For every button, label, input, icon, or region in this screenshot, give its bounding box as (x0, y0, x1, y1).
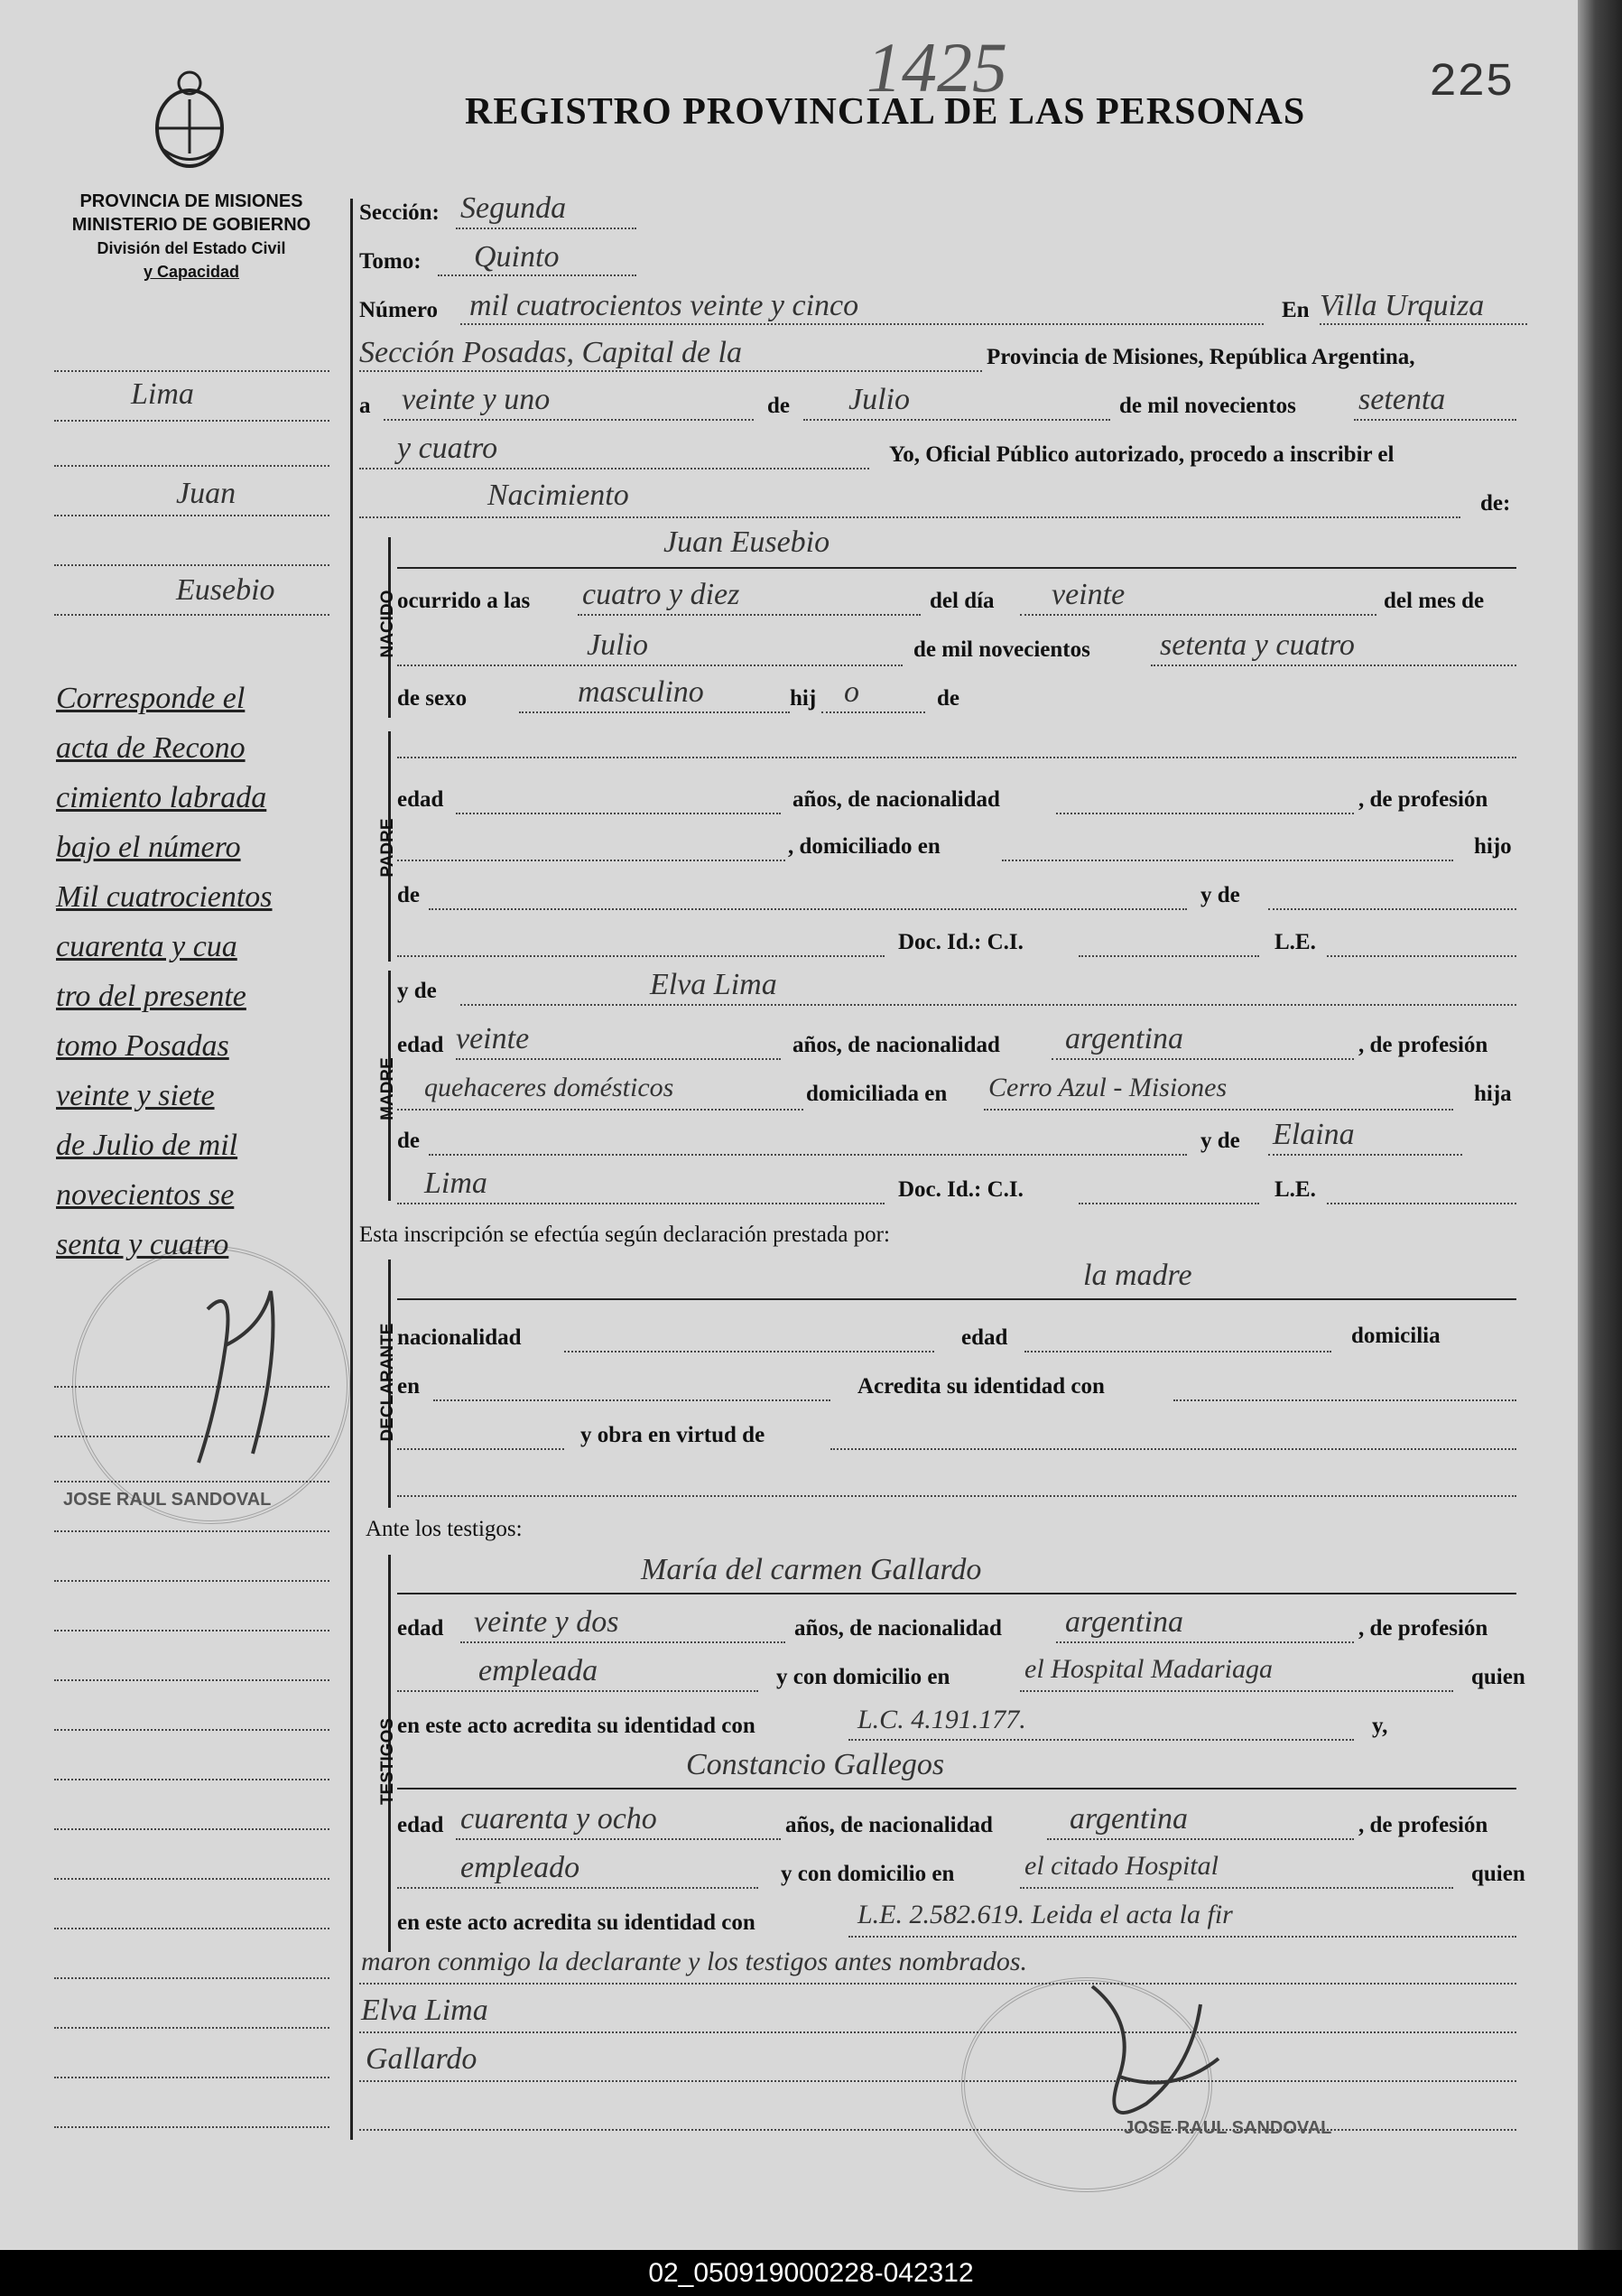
testigo2-profesion-label: , de profesión (1358, 1813, 1488, 1837)
madre-de-label: de (397, 1129, 420, 1153)
handwritten-act-number: 1425 (867, 28, 1007, 107)
margin-note-line: cuarenta y cua (56, 930, 237, 963)
office-line-3: División del Estado Civil (97, 239, 286, 257)
testigo2-nombre-value: Constancio Gallegos (686, 1748, 945, 1781)
page-number: 225 (1429, 56, 1514, 109)
image-code-caption: 02_050919000228-042312 (0, 2250, 1622, 2296)
testigo1-edad-label: edad (397, 1616, 444, 1641)
madre-doc-label: Doc. Id.: C.I. (898, 1177, 1024, 1202)
anio-registro-value: setenta (1358, 383, 1446, 416)
firma-testigo: Gallardo (366, 2042, 477, 2076)
yo-oficial-text: Yo, Oficial Público autorizado, procedo a inscribir el (889, 442, 1395, 467)
office-heading (56, 190, 327, 284)
margin-name-1: Juan (176, 477, 236, 510)
testigos-side-label: TESTIGOS (378, 1717, 397, 1806)
seccion-ciudad-value: Sección Posadas, Capital de la (359, 336, 743, 369)
book-binding (1578, 0, 1622, 2250)
column-separator (350, 199, 353, 2140)
mes-nacimiento-value: Julio (587, 628, 648, 662)
testigo2-nacionalidad-value: argentina (1070, 1802, 1188, 1836)
margin-stamp-name: JOSE RAUL SANDOVAL (63, 1490, 272, 1510)
madre-profesion-value: quehaceres domésticos (424, 1073, 674, 1102)
padre-le-label: L.E. (1274, 930, 1316, 954)
margin-note-line: Corresponde el (56, 682, 246, 715)
margin-note-line: tomo Posadas (56, 1029, 229, 1063)
margin-note-line: tro del presente (56, 980, 246, 1013)
testigo2-edad-label: edad (397, 1813, 444, 1837)
provincia-text: Provincia de Misiones, República Argentina, (987, 345, 1415, 369)
seccion-label: Sección: (359, 200, 440, 225)
declarante-side-label: DECLARANTE (378, 1323, 397, 1442)
testigo1-y-label: y, (1372, 1714, 1388, 1738)
testigo1-anios-label: años, de nacionalidad (794, 1616, 1002, 1641)
acto-value: Nacimiento (487, 479, 629, 512)
testigo1-profesion-value: empleada (478, 1654, 598, 1687)
declarante-en-label: en (397, 1374, 420, 1399)
testigo1-acredita-label: en este acto acredita su identidad con (397, 1714, 755, 1738)
tomo-label: Tomo: (359, 249, 422, 274)
testigo2-edad-value: cuarenta y ocho (460, 1802, 657, 1836)
testigo2-doc-value: L.E. 2.582.619. Leida el acta la fir (857, 1900, 1233, 1929)
testigo1-domicilio-value: el Hospital Madariaga (1024, 1654, 1273, 1684)
mil-novecientos-label: de mil novecientos (1119, 394, 1296, 418)
nacido-mil-label: de mil novecientos (913, 637, 1090, 662)
ocurrido-label: ocurrido a las (397, 589, 531, 613)
bottom-stamp-name: JOSE RAUL SANDOVAL (1124, 2118, 1332, 2138)
seccion-value: Segunda (460, 191, 567, 225)
coat-of-arms-icon (144, 63, 235, 172)
testigo1-doc-value: L.C. 4.191.177. (857, 1705, 1026, 1734)
padre-anios-label: años, de nacionalidad (792, 787, 1000, 812)
testigo2-domicilio-label: y con domicilio en (781, 1862, 955, 1886)
dia-registro-value: veinte y uno (402, 383, 551, 416)
declarante-value: la madre (1083, 1259, 1192, 1292)
sexo-label: de sexo (397, 686, 468, 711)
madre-y-de2-label: y de (1200, 1129, 1240, 1153)
nacido-side-label: NACIDO (378, 590, 397, 658)
abuela-nombre-value: Elaina (1273, 1118, 1355, 1151)
hijo-suffix-value: o (844, 675, 859, 709)
office-line-2: MINISTERIO DE GOBIERNO (71, 215, 311, 235)
testigo2-acredita-label: en este acto acredita su identidad con (397, 1910, 755, 1935)
margin-note-line: acta de Recono (56, 731, 246, 765)
declarante-acredita-label: Acredita su identidad con (857, 1374, 1105, 1399)
madre-domiciliada-label: domiciliada en (806, 1082, 948, 1106)
margin-note-line: novecientos se (56, 1178, 235, 1212)
madre-le-label: L.E. (1274, 1177, 1316, 1202)
padre-hijo-label: hijo (1474, 834, 1512, 859)
madre-edad-label: edad (397, 1033, 444, 1057)
closing-text: maron conmigo la declarante y los testigos antes nombrados. (361, 1947, 1028, 1976)
margin-surname: Lima (131, 377, 194, 411)
testigo2-anios-label: años, de nacionalidad (785, 1813, 993, 1837)
testigo2-domicilio-value: el citado Hospital (1024, 1851, 1219, 1881)
numero-value: mil cuatrocientos veinte y cinco (469, 289, 859, 322)
a-label: a (359, 394, 371, 418)
madre-nombre-value: Elva Lima (650, 968, 777, 1001)
padre-y-de-label: y de (1200, 883, 1240, 907)
testigo1-profesion-label: , de profesión (1358, 1616, 1488, 1641)
declarante-obra-label: y obra en virtud de (580, 1423, 765, 1447)
firma-declarante: Elva Lima (361, 1994, 488, 2027)
margin-note-line: de Julio de mil (56, 1129, 238, 1162)
margin-note-line: cimiento labrada (56, 781, 267, 814)
testigo1-domicilio-label: y con domicilio en (776, 1665, 950, 1689)
anio-nacimiento-value: setenta y cuatro (1160, 628, 1355, 662)
mes-registro-value: Julio (848, 383, 910, 416)
nacido-nombre-value: Juan Eusebio (663, 525, 830, 559)
testigos-intro: Ante los testigos: (366, 1517, 523, 1541)
padre-de-label: de (397, 883, 420, 907)
madre-y-de-label: y de (397, 979, 437, 1003)
tomo-value: Quinto (474, 240, 560, 274)
declarante-nacionalidad-label: nacionalidad (397, 1325, 522, 1350)
madre-anios-label: años, de nacionalidad (792, 1033, 1000, 1057)
numero-label: Número (359, 298, 439, 322)
madre-domicilio-value: Cerro Azul - Misiones (988, 1073, 1228, 1102)
declarante-edad-label: edad (961, 1325, 1008, 1350)
office-line-1: PROVINCIA DE MISIONES (79, 191, 303, 211)
testigo1-edad-value: veinte y dos (474, 1605, 619, 1639)
en-label: En (1282, 298, 1310, 322)
nacido-de-label: de (937, 686, 959, 711)
abuela-apellido-value: Lima (424, 1167, 487, 1200)
madre-hija-label: hija (1474, 1082, 1512, 1106)
hora-value: cuatro y diez (582, 578, 740, 611)
en-value: Villa Urquiza (1320, 289, 1485, 322)
margin-signature (171, 1273, 316, 1485)
madre-edad-value: veinte (456, 1022, 530, 1055)
madre-nacionalidad-value: argentina (1065, 1022, 1183, 1055)
margin-name-2: Eusebio (176, 573, 275, 607)
de-colon-label: de: (1480, 491, 1511, 516)
margin-note-line: Mil cuatrocientos (56, 880, 273, 914)
testigo1-quien-label: quien (1471, 1665, 1525, 1689)
office-line-4: y Capacidad (143, 263, 240, 281)
page-title: REGISTRO PROVINCIAL DE LAS PERSONAS (465, 91, 1306, 133)
declarante-intro: Esta inscripción se efectúa según declaración prestada por: (359, 1222, 890, 1247)
padre-doc-label: Doc. Id.: C.I. (898, 930, 1024, 954)
dia-nacimiento-value: veinte (1052, 578, 1126, 611)
testigo1-nombre-value: María del carmen Gallardo (641, 1553, 982, 1586)
madre-side-label: MADRE (378, 1057, 397, 1120)
padre-side-label: PADRE (378, 818, 397, 878)
margin-note-line: veinte y siete (56, 1079, 215, 1112)
padre-profesion-label: , de profesión (1358, 787, 1488, 812)
testigo2-profesion-value: empleado (460, 1851, 580, 1884)
padre-domiciliado-label: , domiciliado en (788, 834, 941, 859)
madre-profesion-label: , de profesión (1358, 1033, 1488, 1057)
del-mes-label: del mes de (1384, 589, 1485, 613)
padre-edad-label: edad (397, 787, 444, 812)
declarante-domicilia-label: domicilia (1351, 1324, 1441, 1348)
anio-registro-value-2: y cuatro (397, 432, 498, 465)
del-dia-label: del día (930, 589, 995, 613)
hijo-label: hij (790, 686, 817, 711)
testigo2-quien-label: quien (1471, 1862, 1525, 1886)
testigo1-nacionalidad-value: argentina (1065, 1605, 1183, 1639)
margin-note-line: bajo el número (56, 831, 241, 864)
sexo-value: masculino (578, 675, 704, 709)
de-label: de (767, 394, 790, 418)
margin-note-line: senta y cuatro (56, 1228, 229, 1261)
